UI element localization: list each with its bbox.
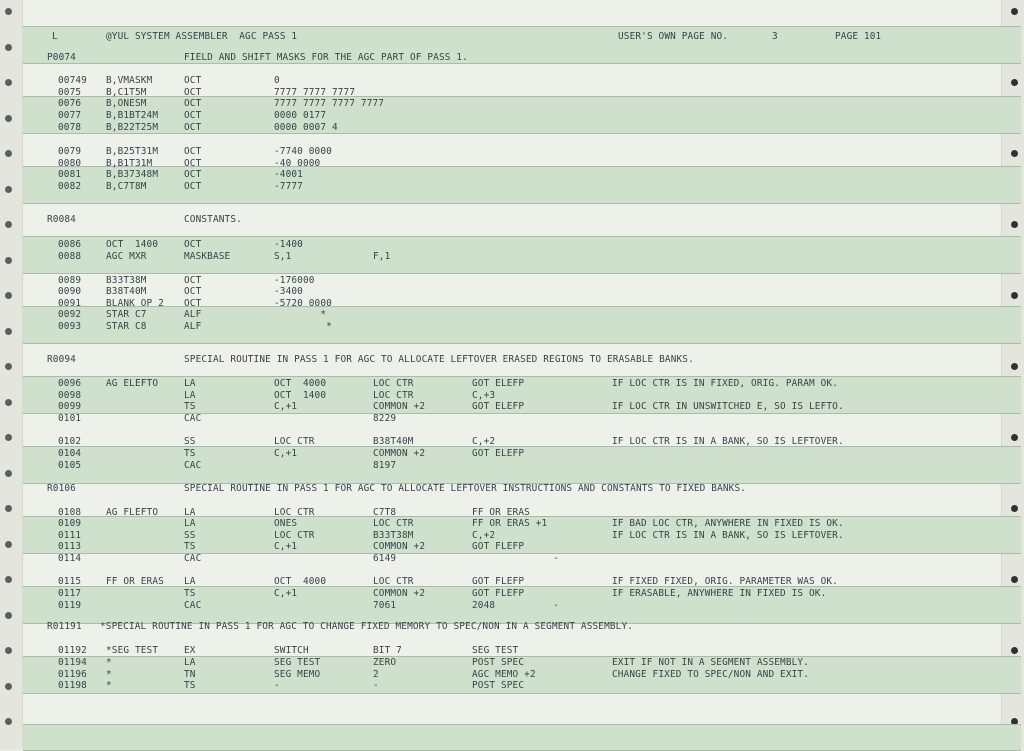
address-field: 0 [274,75,280,86]
line-number: 01196 [58,669,87,680]
opcode-field: OCT [184,169,202,180]
address-field: C,+1 [274,541,298,552]
routine-heading-1 [0,354,1024,366]
label-field: AGC MXR [106,251,147,262]
tractor-hole [1011,8,1018,15]
subfield-1: COMMON +2 [373,448,426,459]
subfield-2: FF OR ERAS [472,507,530,518]
address-field: C,+1 [274,401,298,412]
subfield-1: LOC CTR [373,518,414,529]
subfield-1: LOC CTR [373,378,414,389]
listing-row [0,576,1024,588]
subfield-2: 2048 - [472,600,559,611]
opcode-field: LA [184,378,196,389]
opcode-field: OCT [184,110,202,121]
line-number: 0081 [58,169,82,180]
subfield-2: GOT FLEFP [472,541,525,552]
listing-row [0,146,1024,158]
line-location: R0094 [47,354,76,365]
remarks-field: IF ERASABLE, ANYWHERE IN FIXED IS OK. [612,588,827,599]
subfield-1: COMMON +2 [373,401,426,412]
address-field: -7777 [274,181,303,192]
label-field: *SEG TEST [106,645,159,656]
listing-row [0,448,1024,460]
subfield-1: 2 [373,669,379,680]
routine-heading-3 [0,621,1024,633]
constants-line [0,214,1024,226]
subfield-1: COMMON +2 [373,541,426,552]
listing-row [0,680,1024,692]
subfield-1: 8197 [373,460,397,471]
section-title-line [0,52,1024,64]
label-field: B,B1BT24M [106,110,159,121]
remarks-field: IF LOC CTR IN UNSWITCHED E, SO IS LEFTO. [612,401,844,412]
line-location: R01191 [47,621,82,632]
subfield-1: - [373,680,379,691]
opcode-field: CAC [184,413,202,424]
remarks-field: IF BAD LOC CTR, ANYWHERE IN FIXED IS OK. [612,518,844,529]
line-location: R0106 [47,483,76,494]
opcode-field: OCT [184,275,202,286]
subfield-1: B38T40M [373,436,414,447]
label-field: B38T40M [106,286,147,297]
subfield-2: C,+2 [472,436,496,447]
opcode-field: TS [184,541,196,552]
address-field: -3400 [274,286,303,297]
line-number: 0091 [58,298,82,309]
address-field: LOC CTR [274,530,315,541]
line-location: P0074 [47,52,76,63]
opcode-field: OCT [184,286,202,297]
listing-row [0,600,1024,612]
label-field: STAR C8 [106,321,147,332]
opcode-field: OCT [184,122,202,133]
line-number: 0088 [58,251,82,262]
tractor-hole [5,718,12,725]
line-number: 0080 [58,158,82,169]
listing-row [0,286,1024,298]
listing-row [0,122,1024,134]
subfield-2: - [472,553,559,564]
label-field: B,VMASKM [106,75,153,86]
line-number: 0078 [58,122,82,133]
address-field: OCT 4000 [274,378,327,389]
address-field: 0000 0007 4 [274,122,338,133]
address-field: -4001 [274,169,303,180]
line-number: 0086 [58,239,82,250]
line-number: 0089 [58,275,82,286]
subfield-2: GOT FLEFP [472,576,525,587]
line-number: 0114 [58,553,82,564]
listing-row [0,239,1024,251]
line-number: 0115 [58,576,82,587]
address-field: 7777 7777 7777 [274,87,356,98]
address-field: -176000 [274,275,315,286]
opcode-field: ALF [184,321,202,332]
address-field: OCT 4000 [274,576,327,587]
line-number: 0096 [58,378,82,389]
line-number: 0079 [58,146,82,157]
address-field: 7777 7777 7777 7777 [274,98,385,109]
label-field: B,B25T31M [106,146,159,157]
tractor-hole [5,8,12,15]
label-field: OCT 1400 [106,239,159,250]
label-field: * [106,680,112,691]
label-field: AG FLEFTO [106,507,159,518]
subfield-2: GOT ELEFP [472,378,525,389]
label-field: BLANK OP 2 [106,298,164,309]
line-number: 0090 [58,286,82,297]
address-field: -1400 [274,239,303,250]
address-field: C,+1 [274,448,298,459]
address-field: -5720 0000 [274,298,332,309]
address-field: C,+1 [274,588,298,599]
opcode-field: OCT [184,146,202,157]
users-page-label: USER'S OWN PAGE NO. [618,31,729,42]
green-bar [23,724,1021,751]
address-field: S,1 [274,251,292,262]
line-number: 01198 [58,680,87,691]
listing-row [0,110,1024,122]
opcode-field: OCT [184,239,202,250]
line-number: 0099 [58,401,82,412]
subfield-2: POST SPEC [472,680,525,691]
opcode-field: OCT [184,298,202,309]
listing-row [0,321,1024,333]
listing-row [0,588,1024,600]
address-field: SWITCH [274,645,309,656]
line-number: 0098 [58,390,82,401]
line-number: 0075 [58,87,82,98]
address-field: LOC CTR [274,507,315,518]
listing-row [0,98,1024,110]
line-number: 0092 [58,309,82,320]
remarks-field: EXIT IF NOT IN A SEGMENT ASSEMBLY. [612,657,810,668]
opcode-field: OCT [184,158,202,169]
section-title: CONSTANTS. [184,214,242,225]
subfield-1: 7061 [373,600,397,611]
address-field: * [274,321,332,332]
opcode-field: EX [184,645,196,656]
listing-row [0,541,1024,553]
opcode-field: TS [184,401,196,412]
listing-row [0,436,1024,448]
line-number: 0105 [58,460,82,471]
line-number: 0093 [58,321,82,332]
subfield-1: COMMON +2 [373,588,426,599]
opcode-field: LA [184,507,196,518]
header-line [0,31,1024,43]
opcode-field: ALF [184,309,202,320]
section-title: FIELD AND SHIFT MASKS FOR THE AGC PART OF PASS 1. [184,52,468,63]
line-number: 0108 [58,507,82,518]
listing-row [0,309,1024,321]
subfield-2: GOT ELEFP [472,401,525,412]
subfield-2: GOT FLEFP [472,588,525,599]
header-col0: L [52,31,58,42]
opcode-field: LA [184,390,196,401]
remarks-field: IF LOC CTR IS IN A BANK, SO IS LEFTOVER. [612,530,844,541]
opcode-field: OCT [184,87,202,98]
address-field: 0000 0177 [274,110,327,121]
opcode-field: LA [184,518,196,529]
remarks-field: IF LOC CTR IS IN FIXED, ORIG. PARAM OK. [612,378,838,389]
line-number: 0117 [58,588,82,599]
address-field: ONES [274,518,298,529]
subfield-1: 6149 [373,553,397,564]
opcode-field: OCT [184,98,202,109]
opcode-field: CAC [184,600,202,611]
label-field: B,C1T5M [106,87,147,98]
remarks-field: CHANGE FIXED TO SPEC/NON AND EXIT. [612,669,810,680]
line-number: 01194 [58,657,87,668]
opcode-field: LA [184,657,196,668]
remarks-field: IF LOC CTR IS IN A BANK, SO IS LEFTOVER. [612,436,844,447]
subfield-2: C,+2 [472,530,496,541]
opcode-field: SS [184,436,196,447]
opcode-field: MASKBASE [184,251,231,262]
listing-row [0,518,1024,530]
listing-row [0,378,1024,390]
listing-row [0,413,1024,425]
line-number: 0082 [58,181,82,192]
listing-row [0,645,1024,657]
address-field: - [274,680,280,691]
listing-row [0,75,1024,87]
label-field: B,ONESM [106,98,147,109]
subfield-1: F,1 [373,251,391,262]
label-field: B,C7T8M [106,181,147,192]
routine-title: *SPECIAL ROUTINE IN PASS 1 FOR AGC TO CHANGE FIXED MEMORY TO SPEC/NON IN A SEGMENT ASSEMBLY. [100,621,634,632]
line-number: 0119 [58,600,82,611]
opcode-field: TS [184,588,196,599]
label-field: AG ELEFTO [106,378,159,389]
routine-title: SPECIAL ROUTINE IN PASS 1 FOR AGC TO ALLOCATE LEFTOVER ERASED REGIONS TO ERASABLE BANKS. [184,354,694,365]
label-field: B,B1T31M [106,158,153,169]
line-number: 0102 [58,436,82,447]
routine-title: SPECIAL ROUTINE IN PASS 1 FOR AGC TO ALLOCATE LEFTOVER INSTRUCTIONS AND CONSTANTS TO FIXED BANKS. [184,483,747,494]
label-field: * [106,669,112,680]
line-number: 00749 [58,75,87,86]
line-number: 0111 [58,530,82,541]
opcode-field: TS [184,448,196,459]
listing-row [0,169,1024,181]
subfield-2: SEG TEST [472,645,519,656]
opcode-field: SS [184,530,196,541]
opcode-field: TN [184,669,196,680]
address-field: * [274,309,327,320]
address-field: SEG TEST [274,657,321,668]
page-number: PAGE 101 [835,31,882,42]
label-field: B33T38M [106,275,147,286]
listing-row [0,460,1024,472]
line-number: 01192 [58,645,87,656]
address-field: -7740 0000 [274,146,332,157]
line-number: 0109 [58,518,82,529]
line-location: R0084 [47,214,76,225]
subfield-2: POST SPEC [472,657,525,668]
listing-row [0,657,1024,669]
line-number: 0101 [58,413,82,424]
listing-row [0,553,1024,565]
opcode-field: CAC [184,460,202,471]
subfield-1: C7T8 [373,507,397,518]
opcode-field: CAC [184,553,202,564]
subfield-2: FF OR ERAS +1 [472,518,548,529]
address-field: SEG MEMO [274,669,321,680]
subfield-2: GOT ELEFP [472,448,525,459]
users-page-number: 3 [772,31,778,42]
remarks-field: IF FIXED FIXED, ORIG. PARAMETER WAS OK. [612,576,838,587]
address-field: OCT 1400 [274,390,327,401]
routine-heading-2 [0,483,1024,495]
label-field: B,B22T25M [106,122,159,133]
opcode-field: OCT [184,181,202,192]
label-field: B,B37348M [106,169,159,180]
subfield-1: BIT 7 [373,645,402,656]
subfield-1: LOC CTR [373,390,414,401]
label-field: STAR C7 [106,309,147,320]
subfield-2: AGC MEMO +2 [472,669,536,680]
line-number: 0113 [58,541,82,552]
subfield-1: 8229 [373,413,397,424]
header-title: @YUL SYSTEM ASSEMBLER AGC PASS 1 [106,31,298,42]
opcode-field: LA [184,576,196,587]
listing-row [0,181,1024,193]
label-field: FF OR ERAS [106,576,164,587]
line-number: 0077 [58,110,82,121]
subfield-1: LOC CTR [373,576,414,587]
opcode-field: TS [184,680,196,691]
listing-row [0,251,1024,263]
subfield-1: B33T38M [373,530,414,541]
subfield-1: ZERO [373,657,397,668]
listing-row [0,401,1024,413]
line-number: 0076 [58,98,82,109]
subfield-2: C,+3 [472,390,496,401]
address-field: -40 0000 [274,158,321,169]
label-field: * [106,657,112,668]
line-number: 0104 [58,448,82,459]
opcode-field: OCT [184,75,202,86]
address-field: LOC CTR [274,436,315,447]
tractor-hole [5,612,12,619]
